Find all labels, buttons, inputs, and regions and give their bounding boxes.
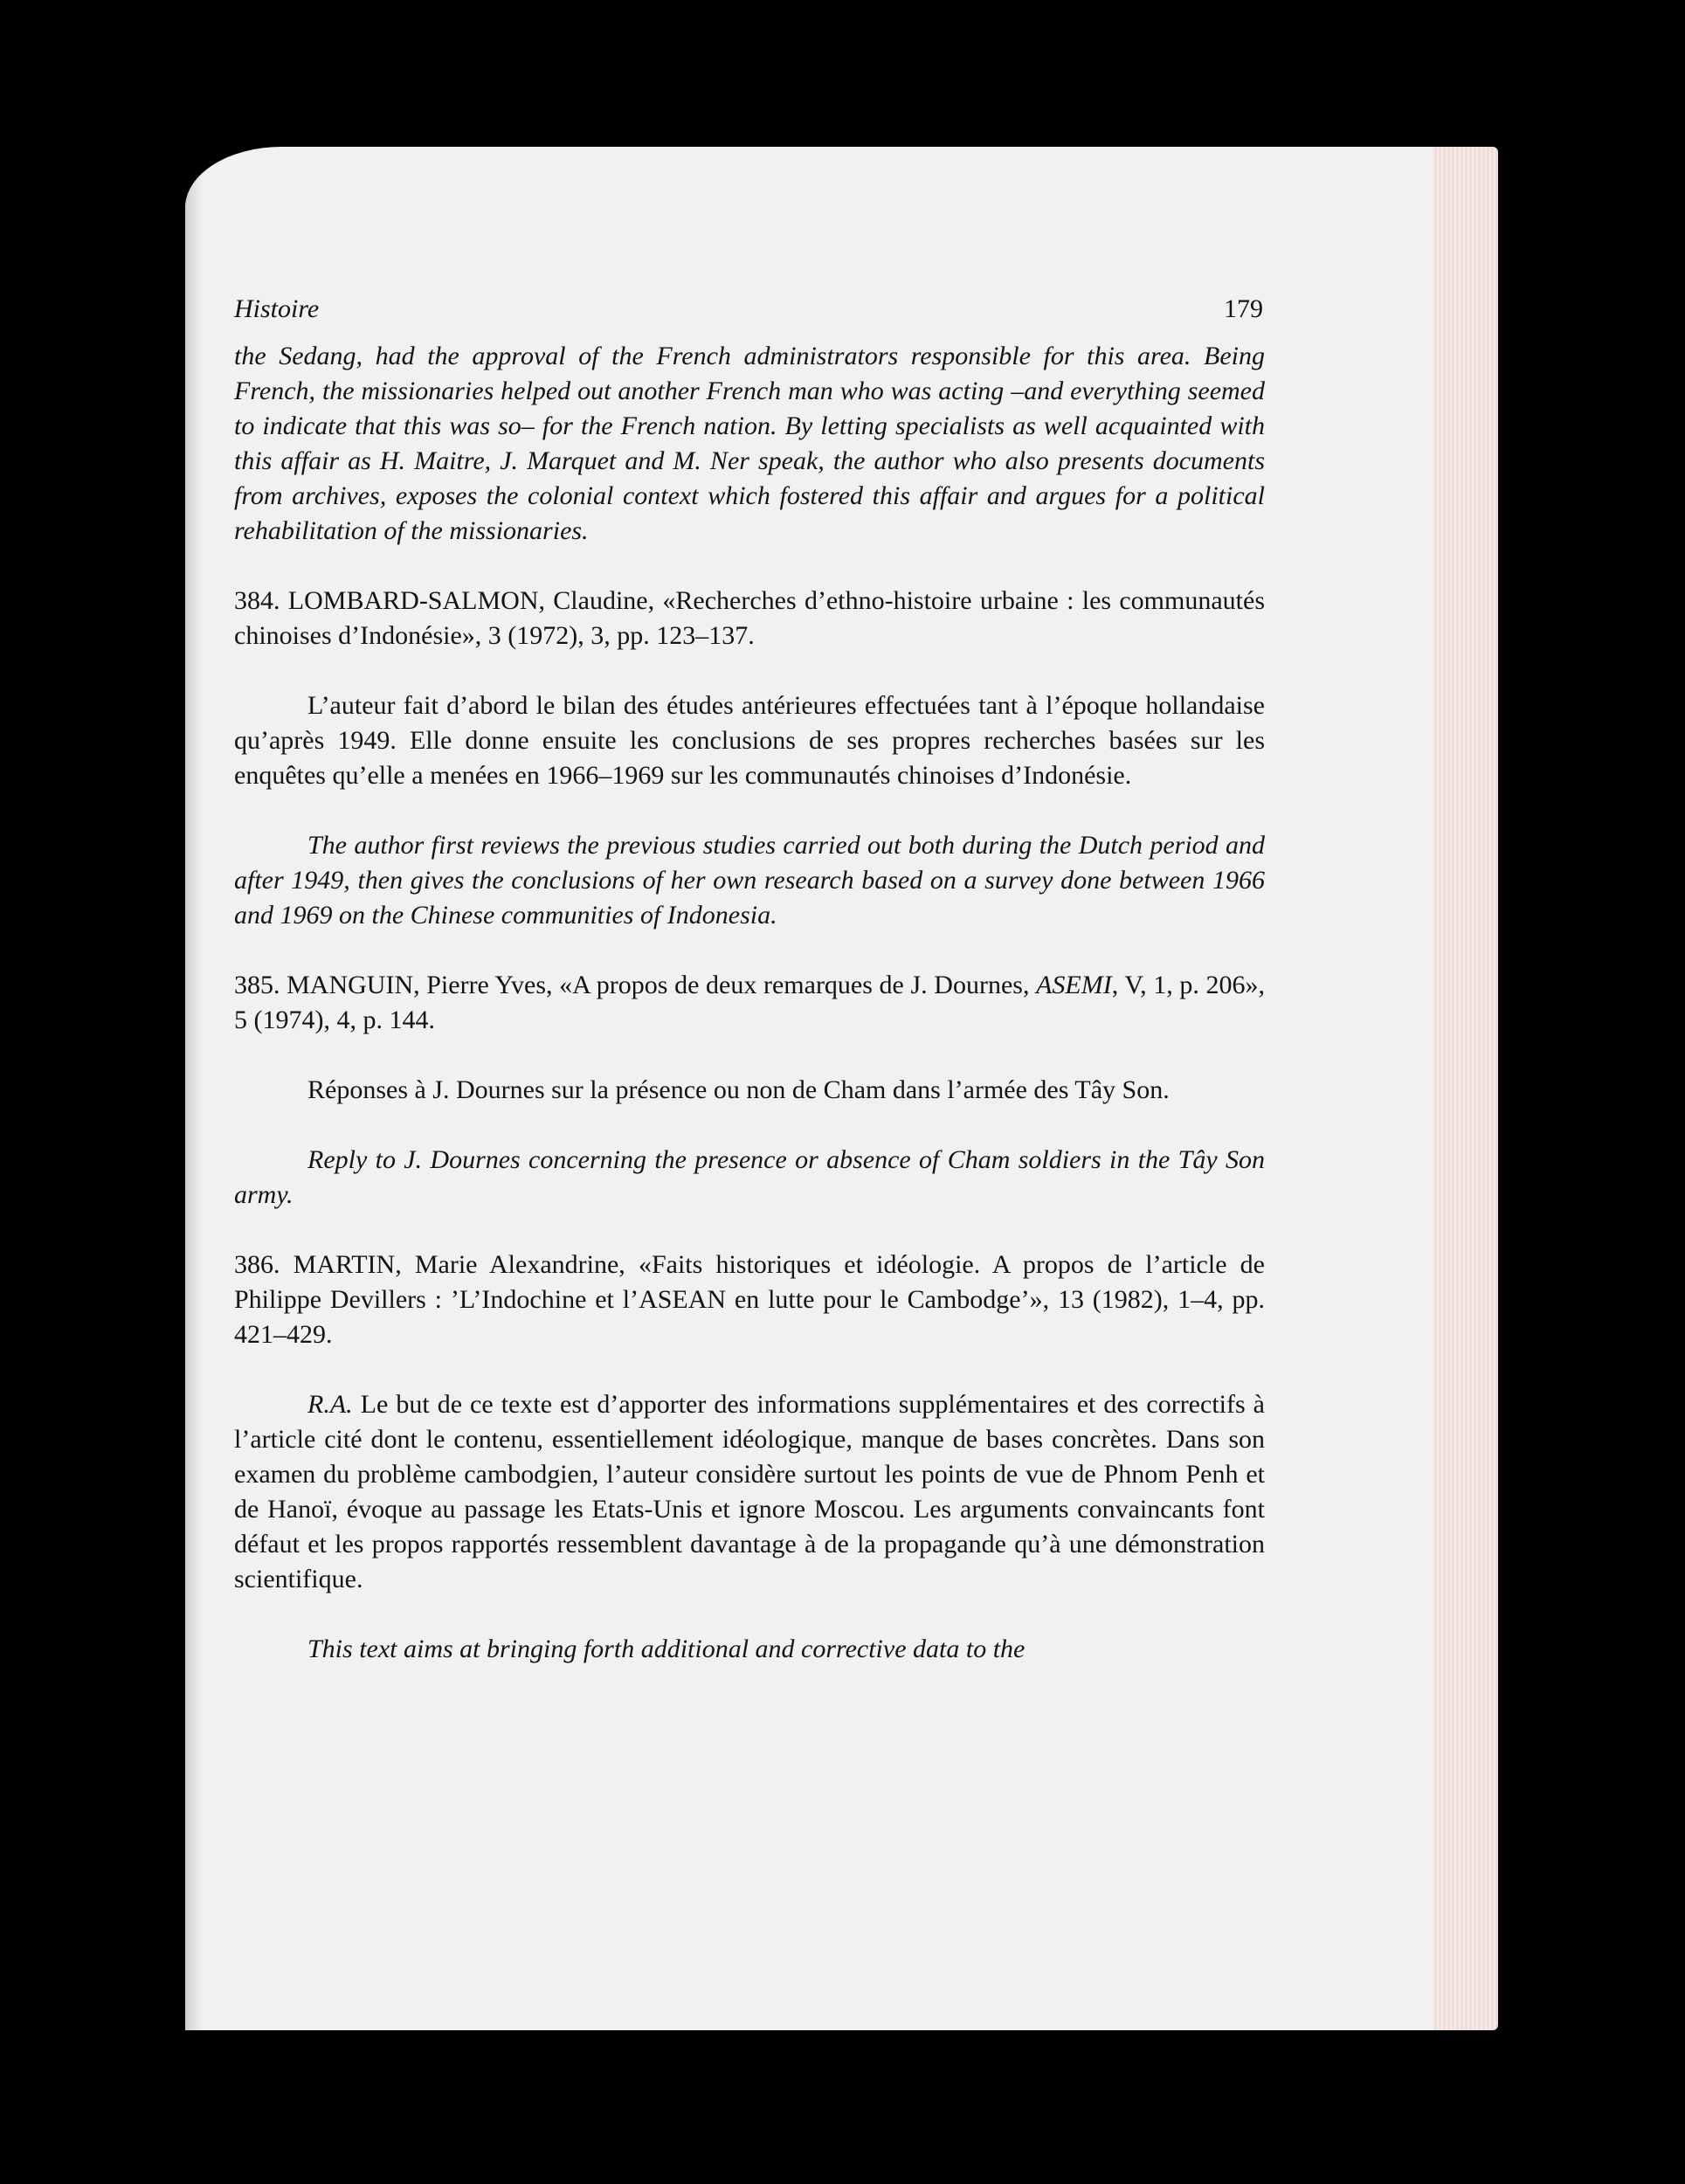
continuation-paragraph: the Sedang, had the approval of the French administrators responsible for this area. Being French, the missionaries helped out another French man who was acting –and everything seemed to indicate that this was so– for the French nation. By letting specialists as well acquainted with this affair as H. Maitre, J. Marquet and M. Ner speak, the author who also presents documents from archives, exposes the colonial context which fostered this affair and argues for a political rehabilitation of the missionaries.: [234, 342, 1265, 545]
entry-386-summary-en: This text aims at bringing forth additional and corrective data to the: [307, 1635, 1026, 1663]
section-title: Histoire: [234, 294, 320, 323]
running-head: [234, 278, 1265, 327]
entry-384-heading: 384. LOMBARD-SALMON, Claudine, «Recherches d’ethno-histoire urbaine : les communautés chinoises d’Indonésie», 3 (1972), 3, pp. 123–137.: [234, 586, 1265, 650]
entry-385-heading-main: 385. MANGUIN, Pierre Yves, «A propos de deux remarques de J. Dournes,: [234, 971, 1030, 999]
page-content: [234, 278, 1265, 1667]
entry-384-summary-fr: L’auteur fait d’abord le bilan des études antérieures effectuées tant à l’époque hollandaise qu’après 1949. Elle donne ensuite les conclusions de ses propres recherches basées sur les enquêtes qu’elle a menées en 1966–1969 sur les communautés chinoises d’Indonésie.: [234, 691, 1265, 790]
page-gutter: [185, 147, 203, 2030]
entry-385-heading-asemi: ASEMI: [1036, 971, 1112, 999]
entry-386-ra-label: R.A.: [307, 1390, 353, 1419]
page-edges: [1433, 147, 1498, 2030]
entry-385-summary-en: Reply to J. Dournes concerning the presence or absence of Cham soldiers in the Tây Son army.: [234, 1145, 1265, 1209]
entry-386-summary-fr: [234, 1387, 1265, 1597]
entry-385-heading-rest: , V, 1, p. 206», 5 (1974), 4, p. 144.: [234, 971, 1266, 1034]
book-page: [185, 147, 1433, 2030]
page-number: 179: [1224, 294, 1263, 323]
entry-386-heading: 386. MARTIN, Marie Alexandrine, «Faits historiques et idéologie. A propos de l’article de Philippe Devillers : ’L’Indochine et l’ASEAN en lutte pour le Cambodge’», 13 (1982), 1–4, pp. 421–429.: [234, 1250, 1265, 1349]
entry-385-summary-fr: Réponses à J. Dournes sur la présence ou non de Cham dans l’armée des Tây Son.: [307, 1075, 1170, 1104]
entry-385-heading: [234, 968, 1265, 1038]
entry-386-summary-fr-text: Le but de ce texte est d’apporter des informations supplémentaires et des correctifs à l’article cité dont le contenu, essentiellement idéologique, manque de bases concrètes. Dans son examen du problème cambodgien, l’auteur considère surtout les points de vue de Phnom Penh et de Hanoï, évoque au passage les Etats-Unis et ignore Moscou. Les arguments convaincants font défaut et les propos rapportés ressemblent davantage à de la propagande qu’à une démonstration scientifique.: [234, 1390, 1265, 1593]
entry-384-summary-en: The author first reviews the previous studies carried out both during the Dutch period and after 1949, then gives the conclusions of her own research based on a survey done between 1966 and 1969 on the Chinese communities of Indonesia.: [234, 831, 1265, 930]
